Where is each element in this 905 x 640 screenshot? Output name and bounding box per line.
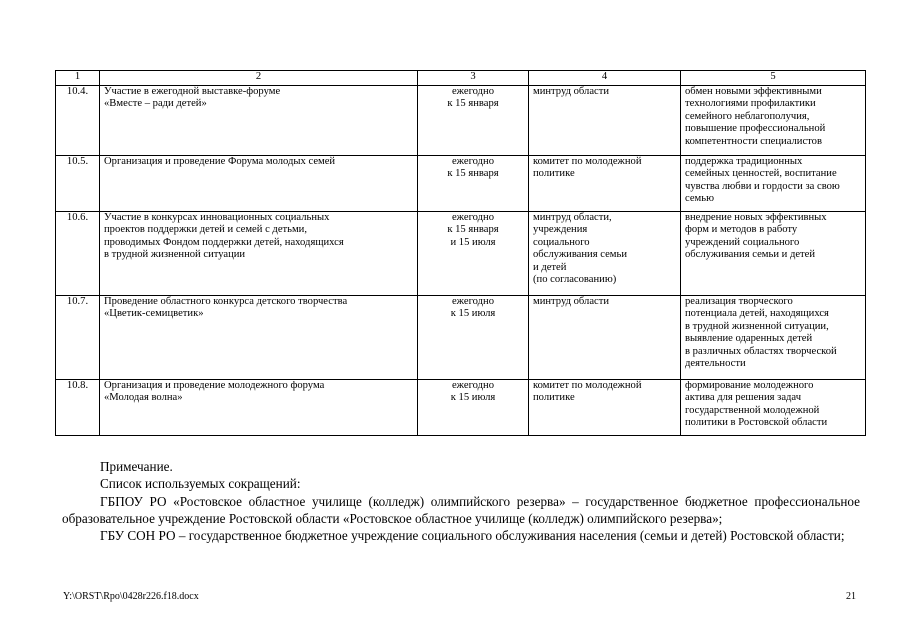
cell-text-line: выявление одаренных детей xyxy=(685,333,813,344)
cell-text-line: ежегодно xyxy=(451,379,494,391)
cell-text-line: обмен новыми эффективными xyxy=(685,85,822,97)
cell-text-line: семью xyxy=(685,193,714,204)
term-cell xyxy=(418,379,529,435)
result-cell xyxy=(681,85,866,155)
cell-text-line: к 15 июля xyxy=(450,392,496,403)
cell-text-line: Участие в ежегодной выставке-форуме xyxy=(104,85,281,97)
cell-text-line: формирование молодежного xyxy=(685,379,814,391)
cell-text-line: государственной молодежной xyxy=(685,404,820,416)
cell-text-line: к 15 января xyxy=(447,98,499,109)
row-number-cell: 10.7. xyxy=(56,295,100,379)
header-cell-2: 2 xyxy=(100,71,418,86)
cell-text-line: комитет по молодежной xyxy=(533,379,642,391)
abbreviations-note xyxy=(62,458,860,544)
cell-text-line: «Молодая волна» xyxy=(104,392,183,403)
cell-text-line: поддержка традиционных xyxy=(685,155,803,167)
table-row xyxy=(56,85,866,155)
cell-text-line: политике xyxy=(533,168,575,179)
cell-text-line: обслуживания семьи xyxy=(533,249,627,260)
executor-cell xyxy=(529,295,681,379)
event-cell xyxy=(100,155,418,211)
table-row xyxy=(56,295,866,379)
cell-text-line: в различных областях творческой xyxy=(685,345,837,357)
cell-text-line: ежегодно xyxy=(451,155,494,167)
row-number-cell: 10.4. xyxy=(56,85,100,155)
cell-text-line: к 15 января xyxy=(447,224,499,235)
cell-text-line: повышение профессиональной xyxy=(685,123,826,134)
event-cell xyxy=(100,85,418,155)
cell-text-line: семейного неблагополучия, xyxy=(685,110,810,122)
cell-text-line: к 15 июля xyxy=(450,308,496,319)
row-number-cell: 10.6. xyxy=(56,211,100,295)
term-cell xyxy=(418,85,529,155)
header-cell-3: 3 xyxy=(418,71,529,86)
cell-text-line: учреждения xyxy=(533,224,588,235)
cell-text-line: ежегодно xyxy=(451,85,494,97)
cell-text-line: форм и методов в работу xyxy=(685,224,798,235)
cell-text-line: социального xyxy=(533,236,590,248)
table-row xyxy=(56,379,866,435)
event-cell xyxy=(100,295,418,379)
cell-text-line: семейных ценностей, воспитание xyxy=(685,168,837,179)
header-cell-4: 4 xyxy=(529,71,681,86)
term-cell xyxy=(418,295,529,379)
table-row xyxy=(56,155,866,211)
executor-cell xyxy=(529,85,681,155)
cell-text-line: деятельности xyxy=(685,358,746,369)
cell-text-line: проводимых Фондом поддержки детей, находящихся xyxy=(104,236,344,248)
cell-text-line: к 15 января xyxy=(447,168,499,179)
cell-text-line: ежегодно xyxy=(451,211,494,223)
table-header-row xyxy=(56,71,866,86)
result-cell xyxy=(681,211,866,295)
cell-text-line: Организация и проведение молодежного форума xyxy=(104,379,325,391)
cell-text-line: проектов поддержки детей и семей с детьми, xyxy=(104,224,308,235)
term-cell xyxy=(418,155,529,211)
cell-text-line: компетентности специалистов xyxy=(685,135,822,147)
cell-text-line: (по согласованию) xyxy=(533,274,617,285)
cell-text-line: минтруд области xyxy=(533,85,610,97)
cell-text-line: обслуживания семьи и детей xyxy=(685,249,816,260)
cell-text-line: учреждений социального xyxy=(685,236,800,248)
cell-text-line: потенциала детей, находящихся xyxy=(685,308,829,319)
event-cell xyxy=(100,211,418,295)
header-cell-5: 5 xyxy=(681,71,866,86)
cell-text-line: чувства любви и гордости за свою xyxy=(685,180,840,192)
cell-text-line: Участие в конкурсах инновационных социальных xyxy=(104,211,330,223)
cell-text-line: и 15 июля xyxy=(450,236,496,248)
note-item-gbu-son: ГБУ СОН РО – государственное бюджетное учреждение социального обслуживания населения (семьи и детей) Ростовской области; xyxy=(100,528,845,544)
result-cell xyxy=(681,379,866,435)
term-cell xyxy=(418,211,529,295)
cell-text-line: минтруд области, xyxy=(533,211,612,223)
page-number: 21 xyxy=(846,591,856,602)
cell-text-line: политики в Ростовской области xyxy=(685,417,828,428)
cell-text-line: Проведение областного конкурса детского творчества xyxy=(104,295,348,307)
cell-text-line: и детей xyxy=(533,261,567,273)
header-cell-1: 1 xyxy=(56,71,100,86)
executor-cell xyxy=(529,379,681,435)
table-row xyxy=(56,211,866,295)
note-item-gbpou: ГБПОУ РО «Ростовское областное училище (колледж) олимпийского резерва» – государственное бюджетное профессиональное образовательное учреждение Ростовской области «Ростовское областное училище (колледж) олимпийского резерва»; xyxy=(62,493,860,526)
note-subtitle: Список используемых сокращений: xyxy=(100,476,301,492)
cell-text-line: Организация и проведение Форума молодых семей xyxy=(104,155,336,167)
executor-cell xyxy=(529,155,681,211)
executor-cell xyxy=(529,211,681,295)
cell-text-line: минтруд области xyxy=(533,295,610,307)
cell-text-line: комитет по молодежной xyxy=(533,155,642,167)
cell-text-line: ежегодно xyxy=(451,295,494,307)
cell-text-line: реализация творческого xyxy=(685,295,793,307)
cell-text-line: политике xyxy=(533,392,575,403)
event-cell xyxy=(100,379,418,435)
result-cell xyxy=(681,155,866,211)
measures-table xyxy=(55,70,866,436)
cell-text-line: в трудной жизненной ситуации, xyxy=(685,320,829,332)
cell-text-line: «Цветик-семицветик» xyxy=(104,308,204,319)
cell-text-line: актива для решения задач xyxy=(685,392,802,403)
cell-text-line: «Вместе – ради детей» xyxy=(104,98,207,109)
row-number-cell: 10.5. xyxy=(56,155,100,211)
footer-file-path: Y:\ORST\Rpo\0428r226.f18.docx xyxy=(63,591,199,602)
cell-text-line: в трудной жизненной ситуации xyxy=(104,249,246,260)
cell-text-line: технологиями профилактики xyxy=(685,98,816,109)
result-cell xyxy=(681,295,866,379)
cell-text-line: внедрение новых эффективных xyxy=(685,211,827,223)
row-number-cell: 10.8. xyxy=(56,379,100,435)
note-title: Примечание. xyxy=(100,459,173,474)
